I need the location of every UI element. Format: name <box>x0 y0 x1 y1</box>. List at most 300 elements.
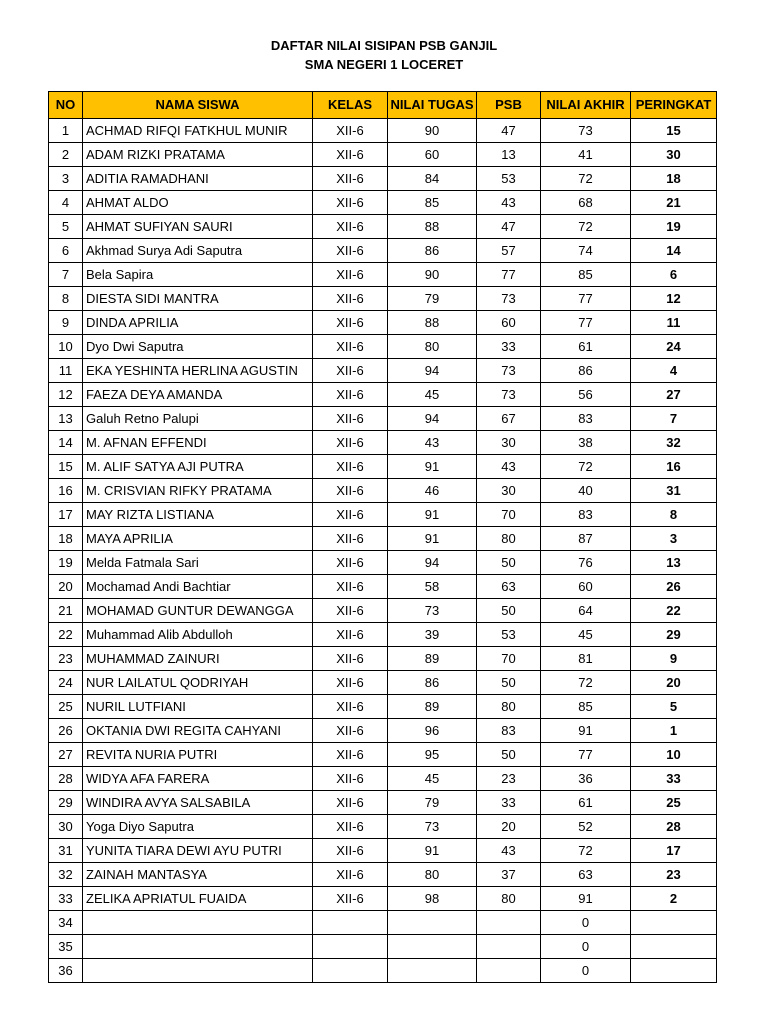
cell-no: 16 <box>49 479 83 503</box>
cell-no: 20 <box>49 575 83 599</box>
table-row <box>49 335 717 359</box>
cell-psb: 47 <box>477 119 541 143</box>
cell-nilai-tugas: 45 <box>388 383 477 407</box>
cell-kelas: XII-6 <box>313 143 388 167</box>
header-psb: PSB <box>477 92 541 119</box>
cell-nama-siswa: WIDYA AFA FARERA <box>83 767 313 791</box>
cell-kelas: XII-6 <box>313 887 388 911</box>
cell-nama-siswa: DINDA APRILIA <box>83 311 313 335</box>
cell-nama-siswa: Dyo Dwi Saputra <box>83 335 313 359</box>
cell-nilai-akhir: 41 <box>541 143 631 167</box>
header-kelas: KELAS <box>313 92 388 119</box>
cell-psb: 20 <box>477 815 541 839</box>
cell-nama-siswa: Yoga Diyo Saputra <box>83 815 313 839</box>
cell-peringkat: 8 <box>631 503 717 527</box>
cell-nilai-akhir: 83 <box>541 407 631 431</box>
table-row <box>49 215 717 239</box>
cell-kelas: XII-6 <box>313 503 388 527</box>
cell-no: 24 <box>49 671 83 695</box>
cell-peringkat: 33 <box>631 767 717 791</box>
cell-nilai-akhir: 77 <box>541 287 631 311</box>
cell-psb <box>477 959 541 983</box>
cell-no: 17 <box>49 503 83 527</box>
cell-peringkat: 22 <box>631 599 717 623</box>
table-row <box>49 911 717 935</box>
cell-kelas: XII-6 <box>313 455 388 479</box>
cell-psb: 43 <box>477 191 541 215</box>
cell-kelas: XII-6 <box>313 383 388 407</box>
cell-kelas: XII-6 <box>313 623 388 647</box>
cell-peringkat <box>631 959 717 983</box>
cell-nama-siswa: AHMAT SUFIYAN SAURI <box>83 215 313 239</box>
cell-psb: 23 <box>477 767 541 791</box>
cell-nilai-tugas: 89 <box>388 647 477 671</box>
table-row <box>49 503 717 527</box>
cell-psb: 50 <box>477 551 541 575</box>
cell-nilai-tugas: 94 <box>388 551 477 575</box>
cell-no: 2 <box>49 143 83 167</box>
cell-psb: 67 <box>477 407 541 431</box>
cell-nilai-akhir: 45 <box>541 623 631 647</box>
cell-no: 13 <box>49 407 83 431</box>
cell-psb: 73 <box>477 383 541 407</box>
cell-psb: 53 <box>477 623 541 647</box>
cell-no: 28 <box>49 767 83 791</box>
cell-psb: 50 <box>477 671 541 695</box>
cell-nama-siswa: ZAINAH MANTASYA <box>83 863 313 887</box>
table-row <box>49 455 717 479</box>
cell-no: 9 <box>49 311 83 335</box>
cell-peringkat: 11 <box>631 311 717 335</box>
cell-kelas: XII-6 <box>313 575 388 599</box>
cell-nama-siswa: M. AFNAN EFFENDI <box>83 431 313 455</box>
cell-nilai-tugas <box>388 959 477 983</box>
cell-no: 30 <box>49 815 83 839</box>
cell-nilai-tugas: 58 <box>388 575 477 599</box>
cell-nilai-tugas: 96 <box>388 719 477 743</box>
document-header <box>0 36 768 74</box>
cell-psb: 53 <box>477 167 541 191</box>
cell-kelas: XII-6 <box>313 479 388 503</box>
table-row <box>49 167 717 191</box>
cell-peringkat: 31 <box>631 479 717 503</box>
cell-no: 12 <box>49 383 83 407</box>
cell-no: 27 <box>49 743 83 767</box>
cell-psb: 83 <box>477 719 541 743</box>
cell-nilai-akhir: 60 <box>541 575 631 599</box>
cell-nilai-akhir: 87 <box>541 527 631 551</box>
cell-peringkat: 30 <box>631 143 717 167</box>
cell-nilai-tugas: 80 <box>388 863 477 887</box>
cell-kelas: XII-6 <box>313 119 388 143</box>
header-peringkat: PERINGKAT <box>631 92 717 119</box>
cell-nilai-akhir: 63 <box>541 863 631 887</box>
cell-peringkat: 23 <box>631 863 717 887</box>
cell-no: 11 <box>49 359 83 383</box>
cell-nilai-tugas: 46 <box>388 479 477 503</box>
cell-nama-siswa: Mochamad Andi Bachtiar <box>83 575 313 599</box>
cell-psb: 33 <box>477 335 541 359</box>
cell-nama-siswa: YUNITA TIARA DEWI AYU PUTRI <box>83 839 313 863</box>
cell-nilai-tugas: 86 <box>388 239 477 263</box>
cell-peringkat: 14 <box>631 239 717 263</box>
table-row <box>49 959 717 983</box>
cell-psb: 70 <box>477 647 541 671</box>
cell-nama-siswa: WINDIRA AVYA SALSABILA <box>83 791 313 815</box>
cell-nilai-tugas: 86 <box>388 671 477 695</box>
cell-kelas: XII-6 <box>313 863 388 887</box>
cell-peringkat <box>631 911 717 935</box>
cell-nilai-akhir: 68 <box>541 191 631 215</box>
cell-no: 4 <box>49 191 83 215</box>
table-row <box>49 623 717 647</box>
cell-kelas: XII-6 <box>313 599 388 623</box>
cell-nilai-tugas: 79 <box>388 791 477 815</box>
table-body <box>49 119 717 983</box>
cell-no: 22 <box>49 623 83 647</box>
grades-table <box>48 91 717 983</box>
cell-no: 7 <box>49 263 83 287</box>
cell-no: 15 <box>49 455 83 479</box>
cell-no: 26 <box>49 719 83 743</box>
table-row <box>49 191 717 215</box>
cell-nilai-akhir: 36 <box>541 767 631 791</box>
cell-peringkat: 28 <box>631 815 717 839</box>
cell-kelas: XII-6 <box>313 239 388 263</box>
cell-kelas: XII-6 <box>313 815 388 839</box>
cell-nama-siswa: M. CRISVIAN RIFKY PRATAMA <box>83 479 313 503</box>
cell-nilai-tugas: 91 <box>388 839 477 863</box>
cell-psb: 30 <box>477 431 541 455</box>
cell-nilai-tugas: 89 <box>388 695 477 719</box>
cell-psb: 47 <box>477 215 541 239</box>
cell-peringkat: 6 <box>631 263 717 287</box>
header-row <box>49 92 717 119</box>
cell-nilai-akhir: 81 <box>541 647 631 671</box>
cell-nilai-akhir: 0 <box>541 935 631 959</box>
cell-psb: 30 <box>477 479 541 503</box>
cell-nama-siswa: ADITIA RAMADHANI <box>83 167 313 191</box>
cell-psb: 50 <box>477 743 541 767</box>
cell-nama-siswa: Galuh Retno Palupi <box>83 407 313 431</box>
cell-nilai-akhir: 73 <box>541 119 631 143</box>
cell-nilai-tugas: 60 <box>388 143 477 167</box>
cell-nama-siswa: ACHMAD RIFQI FATKHUL MUNIR <box>83 119 313 143</box>
cell-psb: 37 <box>477 863 541 887</box>
cell-psb: 33 <box>477 791 541 815</box>
cell-nilai-tugas: 94 <box>388 407 477 431</box>
table-row <box>49 695 717 719</box>
table-row <box>49 143 717 167</box>
cell-nilai-tugas: 85 <box>388 191 477 215</box>
cell-psb: 63 <box>477 575 541 599</box>
cell-peringkat: 3 <box>631 527 717 551</box>
cell-kelas: XII-6 <box>313 287 388 311</box>
table-row <box>49 743 717 767</box>
cell-kelas: XII-6 <box>313 719 388 743</box>
cell-nilai-tugas: 88 <box>388 215 477 239</box>
cell-peringkat: 16 <box>631 455 717 479</box>
cell-kelas: XII-6 <box>313 335 388 359</box>
cell-nama-siswa: Muhammad Alib Abdulloh <box>83 623 313 647</box>
cell-no: 25 <box>49 695 83 719</box>
table-row <box>49 791 717 815</box>
cell-nama-siswa: NURIL LUTFIANI <box>83 695 313 719</box>
cell-psb: 13 <box>477 143 541 167</box>
table-row <box>49 479 717 503</box>
cell-peringkat: 5 <box>631 695 717 719</box>
cell-nilai-akhir: 52 <box>541 815 631 839</box>
cell-nilai-akhir: 91 <box>541 887 631 911</box>
cell-nilai-tugas: 98 <box>388 887 477 911</box>
cell-nilai-akhir: 72 <box>541 671 631 695</box>
cell-no: 10 <box>49 335 83 359</box>
cell-psb: 77 <box>477 263 541 287</box>
cell-no: 8 <box>49 287 83 311</box>
cell-peringkat: 20 <box>631 671 717 695</box>
cell-nilai-akhir: 91 <box>541 719 631 743</box>
cell-nilai-tugas: 45 <box>388 767 477 791</box>
cell-kelas: XII-6 <box>313 311 388 335</box>
cell-nilai-tugas: 73 <box>388 599 477 623</box>
cell-no: 31 <box>49 839 83 863</box>
cell-nilai-akhir: 77 <box>541 311 631 335</box>
cell-no: 19 <box>49 551 83 575</box>
cell-peringkat: 4 <box>631 359 717 383</box>
cell-kelas: XII-6 <box>313 767 388 791</box>
table-row <box>49 935 717 959</box>
cell-peringkat: 19 <box>631 215 717 239</box>
table-header <box>49 92 717 119</box>
table-row <box>49 767 717 791</box>
cell-psb: 70 <box>477 503 541 527</box>
cell-nama-siswa: M. ALIF SATYA AJI PUTRA <box>83 455 313 479</box>
cell-peringkat: 18 <box>631 167 717 191</box>
cell-nilai-akhir: 0 <box>541 959 631 983</box>
cell-peringkat: 17 <box>631 839 717 863</box>
cell-kelas: XII-6 <box>313 695 388 719</box>
table-row <box>49 815 717 839</box>
cell-no: 29 <box>49 791 83 815</box>
cell-kelas: XII-6 <box>313 167 388 191</box>
cell-nilai-tugas <box>388 935 477 959</box>
cell-kelas: XII-6 <box>313 791 388 815</box>
cell-nilai-tugas: 90 <box>388 263 477 287</box>
table-row <box>49 599 717 623</box>
document-title: DAFTAR NILAI SISIPAN PSB GANJIL <box>270 38 498 53</box>
table-row <box>49 431 717 455</box>
table-row <box>49 863 717 887</box>
cell-no: 1 <box>49 119 83 143</box>
cell-nama-siswa: Akhmad Surya Adi Saputra <box>83 239 313 263</box>
table-row <box>49 527 717 551</box>
header-no: NO <box>49 92 83 119</box>
cell-kelas: XII-6 <box>313 431 388 455</box>
header-nilai-tugas: NILAI TUGAS <box>388 92 477 119</box>
cell-nilai-tugas: 94 <box>388 359 477 383</box>
table-row <box>49 671 717 695</box>
cell-kelas: XII-6 <box>313 839 388 863</box>
cell-no: 21 <box>49 599 83 623</box>
cell-nama-siswa: ADAM RIZKI PRATAMA <box>83 143 313 167</box>
cell-kelas <box>313 959 388 983</box>
cell-peringkat: 9 <box>631 647 717 671</box>
cell-nama-siswa: MAY RIZTA LISTIANA <box>83 503 313 527</box>
cell-nama-siswa <box>83 935 313 959</box>
cell-psb: 43 <box>477 455 541 479</box>
cell-nama-siswa: FAEZA DEYA AMANDA <box>83 383 313 407</box>
document-subtitle: SMA NEGERI 1 LOCERET <box>304 57 464 72</box>
cell-nilai-akhir: 74 <box>541 239 631 263</box>
cell-kelas <box>313 911 388 935</box>
cell-kelas: XII-6 <box>313 743 388 767</box>
cell-no: 6 <box>49 239 83 263</box>
cell-no: 3 <box>49 167 83 191</box>
cell-peringkat: 24 <box>631 335 717 359</box>
table-row <box>49 719 717 743</box>
cell-nama-siswa <box>83 959 313 983</box>
cell-nilai-akhir: 76 <box>541 551 631 575</box>
cell-no: 36 <box>49 959 83 983</box>
cell-nilai-tugas: 95 <box>388 743 477 767</box>
cell-psb: 80 <box>477 527 541 551</box>
cell-nilai-akhir: 85 <box>541 263 631 287</box>
cell-peringkat: 10 <box>631 743 717 767</box>
table-row <box>49 263 717 287</box>
table-row <box>49 551 717 575</box>
cell-nilai-tugas: 90 <box>388 119 477 143</box>
cell-peringkat: 2 <box>631 887 717 911</box>
cell-nilai-akhir: 86 <box>541 359 631 383</box>
table-row <box>49 119 717 143</box>
table-row <box>49 359 717 383</box>
cell-nilai-akhir: 61 <box>541 791 631 815</box>
cell-nama-siswa: OKTANIA DWI REGITA CAHYANI <box>83 719 313 743</box>
cell-nama-siswa <box>83 911 313 935</box>
cell-peringkat <box>631 935 717 959</box>
cell-peringkat: 7 <box>631 407 717 431</box>
cell-kelas: XII-6 <box>313 263 388 287</box>
cell-nilai-tugas: 79 <box>388 287 477 311</box>
cell-nama-siswa: MAYA APRILIA <box>83 527 313 551</box>
cell-no: 14 <box>49 431 83 455</box>
cell-psb: 80 <box>477 887 541 911</box>
cell-psb: 80 <box>477 695 541 719</box>
cell-kelas: XII-6 <box>313 191 388 215</box>
cell-nilai-tugas: 39 <box>388 623 477 647</box>
cell-nama-siswa: MOHAMAD GUNTUR DEWANGGA <box>83 599 313 623</box>
table-row <box>49 407 717 431</box>
cell-psb <box>477 935 541 959</box>
cell-no: 5 <box>49 215 83 239</box>
cell-peringkat: 27 <box>631 383 717 407</box>
cell-kelas: XII-6 <box>313 215 388 239</box>
cell-psb <box>477 911 541 935</box>
cell-nilai-akhir: 72 <box>541 839 631 863</box>
cell-nama-siswa: ZELIKA APRIATUL FUAIDA <box>83 887 313 911</box>
cell-peringkat: 1 <box>631 719 717 743</box>
cell-nilai-akhir: 61 <box>541 335 631 359</box>
table-row <box>49 647 717 671</box>
cell-psb: 73 <box>477 359 541 383</box>
cell-nama-siswa: REVITA NURIA PUTRI <box>83 743 313 767</box>
cell-peringkat: 26 <box>631 575 717 599</box>
cell-kelas: XII-6 <box>313 551 388 575</box>
cell-peringkat: 15 <box>631 119 717 143</box>
cell-kelas: XII-6 <box>313 359 388 383</box>
cell-psb: 60 <box>477 311 541 335</box>
cell-nilai-akhir: 56 <box>541 383 631 407</box>
cell-nilai-tugas <box>388 911 477 935</box>
cell-nama-siswa: DIESTA SIDI MANTRA <box>83 287 313 311</box>
cell-nilai-akhir: 85 <box>541 695 631 719</box>
cell-nilai-tugas: 91 <box>388 455 477 479</box>
table-row <box>49 383 717 407</box>
cell-nilai-tugas: 91 <box>388 503 477 527</box>
cell-peringkat: 29 <box>631 623 717 647</box>
cell-psb: 73 <box>477 287 541 311</box>
cell-nilai-tugas: 88 <box>388 311 477 335</box>
cell-kelas: XII-6 <box>313 647 388 671</box>
cell-psb: 50 <box>477 599 541 623</box>
cell-no: 32 <box>49 863 83 887</box>
cell-nilai-akhir: 40 <box>541 479 631 503</box>
cell-no: 18 <box>49 527 83 551</box>
cell-nilai-akhir: 0 <box>541 911 631 935</box>
cell-no: 33 <box>49 887 83 911</box>
cell-nilai-akhir: 83 <box>541 503 631 527</box>
cell-nama-siswa: Bela Sapira <box>83 263 313 287</box>
cell-nama-siswa: AHMAT ALDO <box>83 191 313 215</box>
cell-nama-siswa: MUHAMMAD ZAINURI <box>83 647 313 671</box>
cell-kelas: XII-6 <box>313 671 388 695</box>
cell-peringkat: 13 <box>631 551 717 575</box>
cell-nilai-tugas: 43 <box>388 431 477 455</box>
table-row <box>49 839 717 863</box>
cell-peringkat: 21 <box>631 191 717 215</box>
cell-nilai-akhir: 77 <box>541 743 631 767</box>
cell-nilai-akhir: 64 <box>541 599 631 623</box>
cell-no: 35 <box>49 935 83 959</box>
cell-kelas: XII-6 <box>313 527 388 551</box>
table-row <box>49 887 717 911</box>
cell-kelas: XII-6 <box>313 407 388 431</box>
cell-no: 23 <box>49 647 83 671</box>
cell-nama-siswa: Melda Fatmala Sari <box>83 551 313 575</box>
cell-nilai-tugas: 91 <box>388 527 477 551</box>
cell-psb: 43 <box>477 839 541 863</box>
table-row <box>49 287 717 311</box>
table-row <box>49 239 717 263</box>
cell-peringkat: 12 <box>631 287 717 311</box>
cell-nama-siswa: NUR LAILATUL QODRIYAH <box>83 671 313 695</box>
cell-nama-siswa: EKA YESHINTA HERLINA AGUSTIN <box>83 359 313 383</box>
cell-nilai-tugas: 80 <box>388 335 477 359</box>
cell-no: 34 <box>49 911 83 935</box>
header-nilai-akhir: NILAI AKHIR <box>541 92 631 119</box>
cell-nilai-akhir: 38 <box>541 431 631 455</box>
cell-peringkat: 25 <box>631 791 717 815</box>
cell-peringkat: 32 <box>631 431 717 455</box>
cell-kelas <box>313 935 388 959</box>
header-nama-siswa: NAMA SISWA <box>83 92 313 119</box>
cell-nilai-akhir: 72 <box>541 215 631 239</box>
table-row <box>49 575 717 599</box>
table-row <box>49 311 717 335</box>
cell-psb: 57 <box>477 239 541 263</box>
cell-nilai-akhir: 72 <box>541 167 631 191</box>
cell-nilai-akhir: 72 <box>541 455 631 479</box>
